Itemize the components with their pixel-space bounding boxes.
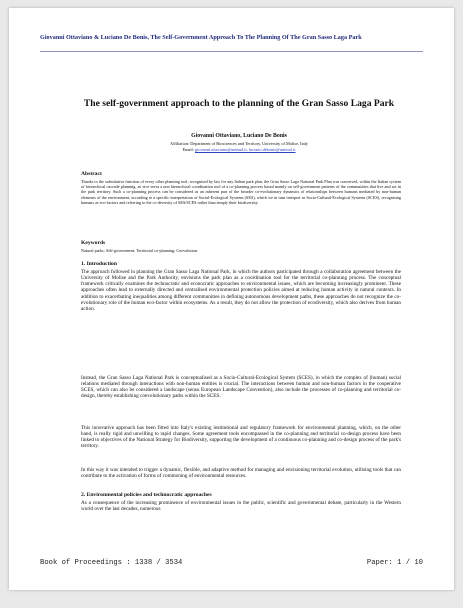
abstract-text: Thanks to the substitutive function of every other planning tool, recognised by law for any Italian park plan, the Gran Sasso Laga National Park Plan was conceived, within the Italian system of hierarchical cascade planning, as vice versa a non hierarchical coordination tool of a co-planning process based mainly on self-government patterns of the communities that live and act in the park territory. Such a co-planning process can be considered as an inherent part of the broader co-evolutionary dynamics of relationships between humans mediated by non-human elements of the environment, according to a specific interpretation of Social-Ecological Systems (SES), which we in turn interpret as Socio-Cultural-Ecological Systems (SCES), recognising humans as eco-factors and referring to the co-diversity of SES/SCES rather than simply their biodiversity. [81, 179, 401, 205]
section-2-heading: 2. Environmental policies and technocratic approaches [81, 492, 212, 498]
email-line [69, 147, 409, 152]
running-head: Giovanni Ottaviano & Luciano De Bonis, The Self-Government Approach To The Planning Of The Gran Sasso Laga Park [40, 34, 362, 41]
email-label: Email: [182, 147, 194, 152]
affiliation: Affiliation: Department of Biosciences and Territory, University of Molise, Italy [169, 141, 309, 146]
running-head-rule [40, 51, 423, 52]
keywords-heading: Keywords [81, 240, 106, 246]
section-1-paragraph-3: This innovative approach has been fitted into Italy's existing institutional and regulatory framework for environmental planning, which, on the other hand, is really rigid and unwilling to rapid changes. Some agreement tools encompassed in the co-planning and territorial co-design process have been linked to objectives of the National Strategy for Biodiversity, supporting the development of a continuous co-planning and co-design process of the park's territory. [81, 425, 401, 450]
section-1-paragraph-4: In this way it was intended to trigger a dynamic, flexible, and adaptive method for managing and envisioning territorial evolution, utilising tools that can contribute to the activation of forms of commoning of environmental resources. [81, 467, 401, 480]
authors: Giovanni Ottaviano, Luciano De Bonis [191, 133, 287, 139]
section-1-paragraph-1: The approach followed in planning the Gran Sasso Laga National Park, in which the authors participated through a collaboration agreement between the University of Molise and the Park Authority, envisions the park plan as a coordination tool for the territorial co-planning process. The conceptual framework critically examines the technocratic and econocratic approaches to environmental issues, which are becoming increasingly prominent. These approaches often lead to externally directed and centralised environmental protection policies aimed at reducing human activity in natural contexts. In addition to exacerbating inequalities among different communities in defining autonomous development paths, these approaches do not recognize the co-evolutionary role of the human eco-factor within ecosystems. As a result, they do not allow the protection of ecodiversity, which also derives from human action. [81, 269, 401, 312]
footer-paper-number: Paper: 1 / 10 [366, 559, 423, 567]
keywords-text: Natural parks; Self-government; Territorial co-planning; Coevolution. [81, 248, 199, 253]
section-2-paragraph-1: As a consequence of the increasing prominence of environmental issues in the public, scientific and governmental debate, particularly in the Western world over the last decades, numerous [81, 500, 401, 513]
footer-proceedings: Book of Proceedings : 1338 / 3534 [40, 559, 183, 567]
section-1-heading: 1. Introduction [81, 261, 117, 267]
paper-title: The self-government approach to the planning of the Gran Sasso Laga Park [83, 98, 395, 109]
abstract-heading: Abstract [81, 171, 102, 177]
paper-page [9, 8, 454, 590]
email-link[interactable]: giovanni.ottaviano@unimol.it, luciano.debonis@unimol.it [195, 147, 296, 152]
section-1-paragraph-2: Instead, the Gran Sasso Laga National Park is conceptualised as a Socio-Cultural-Ecological System (SCES), in which the complex of (human) social relations mediated through interactions with non-human entities is crucial. The interactions between human and non-human factors in the cooperative SCES, which can also be considered a landscape (sensu European Landscape Convention), also include the processes of co-planning and territorial co-design, thereby establishing coevolutionary paths within the SCES. [81, 375, 401, 400]
